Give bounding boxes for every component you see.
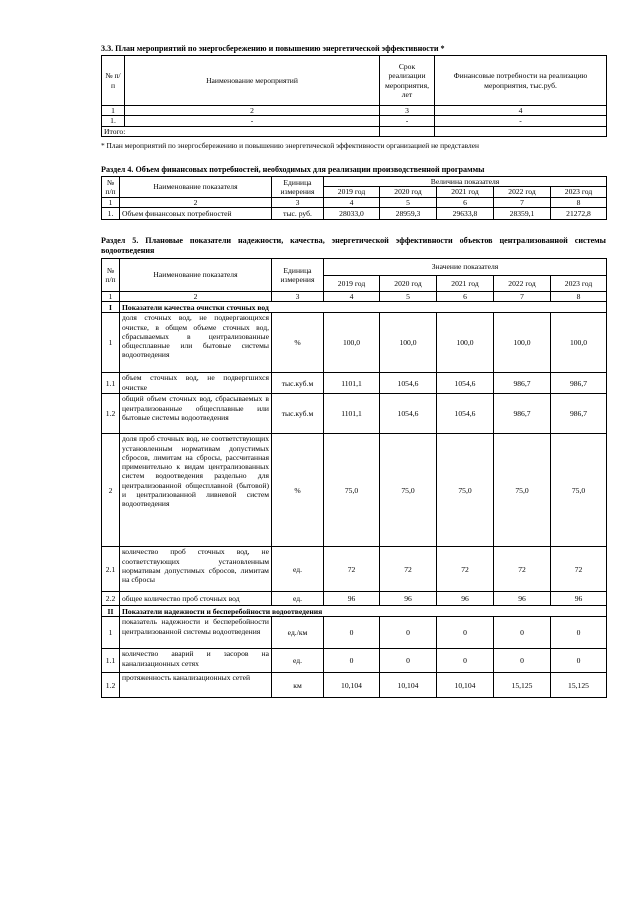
- value-cell: 1101,1: [324, 394, 380, 434]
- index-cell: 5: [380, 292, 437, 302]
- value-cell: 10,104: [437, 673, 494, 698]
- table-row: [102, 434, 607, 547]
- group-row: [102, 606, 607, 617]
- value-cell: 1054,6: [437, 394, 494, 434]
- row-num: 1.: [102, 207, 120, 219]
- row-unit: км: [272, 673, 324, 698]
- section-5-title: Раздел 5. Плановые показатели надежности, качества, энергетической эффективности объектов централизованной системы водоотведения: [101, 236, 606, 255]
- row-num: 1: [102, 617, 120, 649]
- index-cell: 2: [125, 106, 380, 116]
- value-cell: 0: [494, 617, 551, 649]
- value-cell: 0: [437, 649, 494, 673]
- value-cell: 0: [324, 617, 380, 649]
- value-cell: 0: [437, 617, 494, 649]
- row-name: доля сточных вод, не подвергающихся очистке, в общем объеме сточных вод, сбрасываемых в централизованные общесплавные или бытовые системы водоотведения: [120, 313, 272, 373]
- table-row: [102, 592, 607, 606]
- section-4-title: Раздел 4. Объем финансовых потребностей, необходимых для реализации производственной программы: [101, 165, 485, 174]
- header-financing: Финансовые потребности на реализацию мероприятия, тыс.руб.: [435, 56, 607, 106]
- value-cell: 100,0: [494, 313, 551, 373]
- year-header: 2019 год: [324, 187, 380, 197]
- group-title: Показатели качества очистки сточных вод: [120, 302, 607, 313]
- value-cell: 100,0: [324, 313, 380, 373]
- table-row: [102, 617, 607, 649]
- column-index-row: [102, 197, 607, 207]
- row-unit: ед./км: [272, 617, 324, 649]
- year-header: 2020 год: [380, 276, 437, 292]
- value-cell: 96: [551, 592, 607, 606]
- row-name: общее количество проб сточных вод: [120, 592, 272, 606]
- row-cell: -: [435, 116, 607, 126]
- header-measure-name: Наименование мероприятий: [125, 56, 380, 106]
- value-cell: 986,7: [494, 394, 551, 434]
- group-row: [102, 302, 607, 313]
- year-header: 2021 год: [437, 187, 494, 197]
- value-cell: 72: [380, 547, 437, 592]
- row-name: количество проб сточных вод, не соответствующих установленным нормативам допустимых сбросов, лимитам на сбросы: [120, 547, 272, 592]
- row-unit: ед.: [272, 547, 324, 592]
- value-cell: 0: [551, 649, 607, 673]
- index-cell: 5: [380, 197, 437, 207]
- value-cell: 1101,1: [324, 373, 380, 394]
- index-cell: 1: [102, 292, 120, 302]
- row-unit: %: [272, 313, 324, 373]
- row-num: 2.2: [102, 592, 120, 606]
- row-unit: тыс. руб.: [272, 207, 324, 219]
- row-num: 1: [102, 313, 120, 373]
- header-indicator-name: Наименование показателя: [120, 177, 272, 198]
- header-value: Значение показателя: [324, 259, 607, 276]
- value-cell: 28359,1: [494, 207, 551, 219]
- index-cell: 4: [435, 106, 607, 116]
- year-header: 2020 год: [380, 187, 437, 197]
- header-num: № п/п: [102, 177, 120, 198]
- row-num: 2: [102, 434, 120, 547]
- header-num: № п/п: [102, 259, 120, 292]
- value-cell: 1054,6: [380, 394, 437, 434]
- row-num: 1.: [102, 116, 125, 126]
- row-name: количество аварий и засоров на канализационных сетях: [120, 649, 272, 673]
- table-row: [102, 649, 607, 673]
- row-name: общий объем сточных вод, сбрасываемых в централизованные общесплавные или бытовые системы водоотведения: [120, 394, 272, 434]
- value-cell: 72: [551, 547, 607, 592]
- plan-footnote: * План мероприятий по энергосбережению и повышению энергетической эффективности организацией не представлен: [101, 141, 479, 150]
- value-cell: 986,7: [551, 394, 607, 434]
- row-name: доля проб сточных вод, не соответствующих установленным нормативам допустимых сбросов, лимитам на сбросы, рассчитанная применительно к видам централизованных систем водоотведения раздельно для централизованной общесплавной (бытовой) и централизованной ливневой систем водоотведения: [120, 434, 272, 547]
- index-cell: 1: [102, 106, 125, 116]
- value-cell: 1054,6: [380, 373, 437, 394]
- index-cell: 7: [494, 292, 551, 302]
- year-header: 2023 год: [551, 276, 607, 292]
- row-num: 1.1: [102, 649, 120, 673]
- column-index-row: [102, 106, 607, 116]
- value-cell: 96: [437, 592, 494, 606]
- year-header: 2021 год: [437, 276, 494, 292]
- header-unit: Единица измерения: [272, 177, 324, 198]
- value-cell: 75,0: [551, 434, 607, 547]
- index-cell: 7: [494, 197, 551, 207]
- row-unit: тыс.куб.м: [272, 394, 324, 434]
- total-cell: [435, 126, 607, 136]
- energy-saving-plan-table: [101, 55, 607, 137]
- table-row: [102, 207, 607, 219]
- value-cell: 75,0: [380, 434, 437, 547]
- group-title: Показатели надежности и бесперебойности водоотведения: [120, 606, 607, 617]
- year-header: 2023 год: [551, 187, 607, 197]
- value-cell: 986,7: [551, 373, 607, 394]
- table-row: [102, 547, 607, 592]
- value-cell: 96: [324, 592, 380, 606]
- total-cell: [380, 126, 435, 136]
- year-header: 2022 год: [494, 187, 551, 197]
- value-cell: 100,0: [380, 313, 437, 373]
- value-cell: 72: [494, 547, 551, 592]
- row-cell: -: [125, 116, 380, 126]
- index-cell: 3: [380, 106, 435, 116]
- value-cell: 75,0: [324, 434, 380, 547]
- value-cell: 0: [380, 617, 437, 649]
- row-num: 2.1: [102, 547, 120, 592]
- group-num: I: [102, 302, 120, 313]
- row-unit: ед.: [272, 649, 324, 673]
- value-cell: 15,125: [551, 673, 607, 698]
- value-cell: 96: [380, 592, 437, 606]
- index-cell: 1: [102, 197, 120, 207]
- row-unit: ед.: [272, 592, 324, 606]
- row-num: 1.2: [102, 394, 120, 434]
- year-header: 2022 год: [494, 276, 551, 292]
- table-header-row: [102, 56, 607, 106]
- index-cell: 2: [120, 292, 272, 302]
- value-cell: 15,125: [494, 673, 551, 698]
- year-header: 2019 год: [324, 276, 380, 292]
- value-cell: 75,0: [494, 434, 551, 547]
- group-num: II: [102, 606, 120, 617]
- column-index-row: [102, 292, 607, 302]
- header-indicator-name: Наименование показателя: [120, 259, 272, 292]
- header-unit: Единица измерения: [272, 259, 324, 292]
- row-name: показатель надежности и бесперебойности централизованной системы водоотведения: [120, 617, 272, 649]
- row-name: Объем финансовых потребностей: [120, 207, 272, 219]
- row-name: объем сточных вод, не подвергшихся очистке: [120, 373, 272, 394]
- index-cell: 8: [551, 292, 607, 302]
- value-cell: 0: [324, 649, 380, 673]
- value-cell: 96: [494, 592, 551, 606]
- index-cell: 6: [437, 197, 494, 207]
- row-unit: тыс.куб.м: [272, 373, 324, 394]
- value-cell: 21272,8: [551, 207, 607, 219]
- index-cell: 8: [551, 197, 607, 207]
- value-cell: 100,0: [551, 313, 607, 373]
- index-cell: 3: [272, 292, 324, 302]
- table-row: [102, 116, 607, 126]
- row-unit: %: [272, 434, 324, 547]
- header-num: № п/п: [102, 56, 125, 106]
- index-cell: 4: [324, 197, 380, 207]
- value-cell: 100,0: [437, 313, 494, 373]
- index-cell: 4: [324, 292, 380, 302]
- value-cell: 0: [494, 649, 551, 673]
- index-cell: 3: [272, 197, 324, 207]
- value-cell: 75,0: [437, 434, 494, 547]
- header-value: Величина показателя: [324, 177, 607, 187]
- value-cell: 1054,6: [437, 373, 494, 394]
- header-term: Срок реализации мероприятия, лет: [380, 56, 435, 106]
- value-cell: 72: [324, 547, 380, 592]
- table-header-row: [102, 177, 607, 187]
- index-cell: 2: [120, 197, 272, 207]
- row-num: 1.2: [102, 673, 120, 698]
- table-header-row: [102, 259, 607, 276]
- value-cell: 29633,8: [437, 207, 494, 219]
- section-3-3-title: 3.3. План мероприятий по энергосбережению и повышению энергетической эффективности *: [101, 44, 445, 53]
- total-row: [102, 126, 607, 136]
- value-cell: 72: [437, 547, 494, 592]
- total-label: Итого:: [102, 126, 380, 136]
- reliability-indicators-table: [101, 258, 607, 698]
- financial-needs-table: [101, 176, 607, 220]
- value-cell: 0: [551, 617, 607, 649]
- value-cell: 10,104: [380, 673, 437, 698]
- index-cell: 6: [437, 292, 494, 302]
- value-cell: 986,7: [494, 373, 551, 394]
- value-cell: 10,104: [324, 673, 380, 698]
- value-cell: 0: [380, 649, 437, 673]
- value-cell: 28959,3: [380, 207, 437, 219]
- table-row: [102, 373, 607, 394]
- row-num: 1.1: [102, 373, 120, 394]
- value-cell: 28033,0: [324, 207, 380, 219]
- table-row: [102, 394, 607, 434]
- table-row: [102, 673, 607, 698]
- row-cell: -: [380, 116, 435, 126]
- row-name: протяженность канализационных сетей: [120, 673, 272, 698]
- table-row: [102, 313, 607, 373]
